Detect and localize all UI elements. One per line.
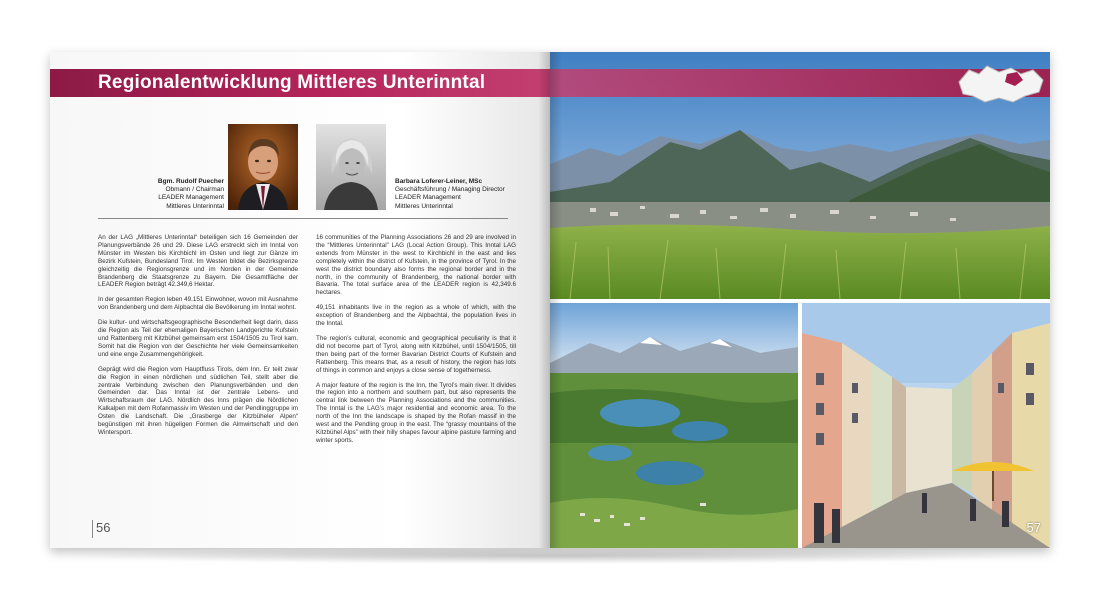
paragraph: A major feature of the region is the Inn, the Tyrol’s main river. It divides the region into a northern and southern part, but also represents the central link between the Planning Associations and the communities. The Inntal is the LAG’s major residential and economic area. To the north of the Inn the landscape is shaped by the Rofan massif in the west and the Pendling group in the east. The “grassy mountains of the Kitzbühel Alps” with their hilly shapes favour alpine pasture farming and winter sports.: [316, 381, 516, 444]
english-text-column: [316, 234, 516, 452]
page-number-left: 56: [96, 520, 111, 535]
person-org: LEADER Management: [395, 194, 461, 202]
german-text-column: [98, 234, 298, 444]
person-role: Obmann / Chairman: [165, 186, 224, 194]
portrait-rudolf-puecher: [228, 124, 298, 210]
page-number-right: 57: [1026, 520, 1041, 535]
left-page: [50, 52, 550, 548]
paragraph: 49,151 inhabitants live in the region as a whole of which, with the exception of Brandenberg and the Alpbachtal, the population lives in the Inntal.: [316, 304, 516, 328]
person-org-region: Mittleres Unterinntal: [166, 202, 224, 210]
paragraph: Die kultur- und wirtschaftsgeographische Besonderheit liegt darin, dass die Region als Teil der ehemaligen Bayerischen Landgerichte Kufstein und Rattenberg mit Kitzbühel gemeinsam erst 1504/1505 zu Tirol kam. Somit hat die Region von der Geschichte her viele Gemeinsamkeiten und eine enge Zusammengehörigkeit.: [98, 319, 298, 358]
page-title: Regionalentwicklung Mittleres Unterinntal: [98, 72, 486, 93]
caption-rudolf-puecher: [140, 178, 224, 211]
paragraph: The region’s cultural, economic and geographical peculiarity is that it did not become part of Tyrol, along with Kitzbühel, until 1504/1505, till then being part of the former Bavarian District Courts of Kufstein and Rattenberg. This means that, as a result of history, the region has lots of things in common and enjoys a close sense of togetherness.: [316, 334, 516, 374]
paragraph: 16 communities of the Planning Associations 26 and 29 are involved in the “Mittleres Unterinntal” LAG (Local Action Group). This Inntal LAG extends from Münster in the west to Kirchbichl in the east and lies completely within the district of Kufstein, in the province of Tyrol. In the west the district boundary also forms the regional border and in the north, in the community of Brandenberg, the national border with Bavaria. The total surface area of the LEADER region is 42,349.6 hectares.: [316, 234, 516, 297]
paragraph: Geprägt wird die Region vom Hauptfluss Tirols, dem Inn. Er teilt zwar die Region in einen nördlichen und südlichen Teil, stellt aber die zentrale Verbindung zwischen den Planungsverbänden und den Gemeinden dar. Das Inntal ist der zentrale Lebens- und Wirtschaftsraum der LAG. Nördlich des Inns prägen die Nördlichen Kalkalpen mit dem Rofanmassiv im Westen und der Pendlinggruppe im Osten die Landschaft. Die „Grasberge der Kitzbüheler Alpen“ begünstigen mit ihren hügeligen Formen die Almwirtschaft und den Wintersport.: [98, 365, 298, 436]
paragraph: An der LAG „Mittleres Unterinntal“ beteiligen sich 16 Gemeinden der Planungsverbände 26 und 29. Diese LAG erstreckt sich im Inntal von Münster im Westen bis Kirchbichl im Osten und liegt zur Gänze im Bezirk Kufstein, Bundesland Tirol. Im Westen bildet die Bezirksgrenze gleichzeitig die Regionsgrenze und im Norden in der Gemeinde Brandenberg die Staatsgrenze zu Bayern. Die Gesamtfläche der LEADER Region beträgt 42.349,6 Hektar.: [98, 234, 298, 289]
person-org-region: Mittleres Unterinntal: [395, 202, 453, 210]
caption-barbara-loferer-leiner: [395, 178, 535, 211]
brochure-spread: [50, 52, 1050, 548]
photo-town-street: [802, 303, 1050, 548]
person-role: Geschäftsführung / Managing Director: [395, 186, 505, 194]
paragraph: In der gesamten Region leben 49.151 Einwohner, wovon mit Ausnahme von Brandenberg und dem Alpbachtal die Bevölkerung im Inntal wohnt.: [98, 296, 298, 312]
photo-lakes-aerial: [550, 303, 798, 548]
person-name: Barbara Loferer-Leiner, MSc: [395, 178, 483, 185]
person-name: Bgm. Rudolf Puecher: [157, 178, 224, 185]
book-shadow: [60, 548, 1045, 564]
section-divider: [98, 218, 508, 219]
right-page: [550, 52, 1050, 548]
portrait-barbara-loferer-leiner: [316, 124, 386, 210]
person-org: LEADER Management: [158, 194, 224, 202]
region-map-icon: [955, 60, 1047, 106]
